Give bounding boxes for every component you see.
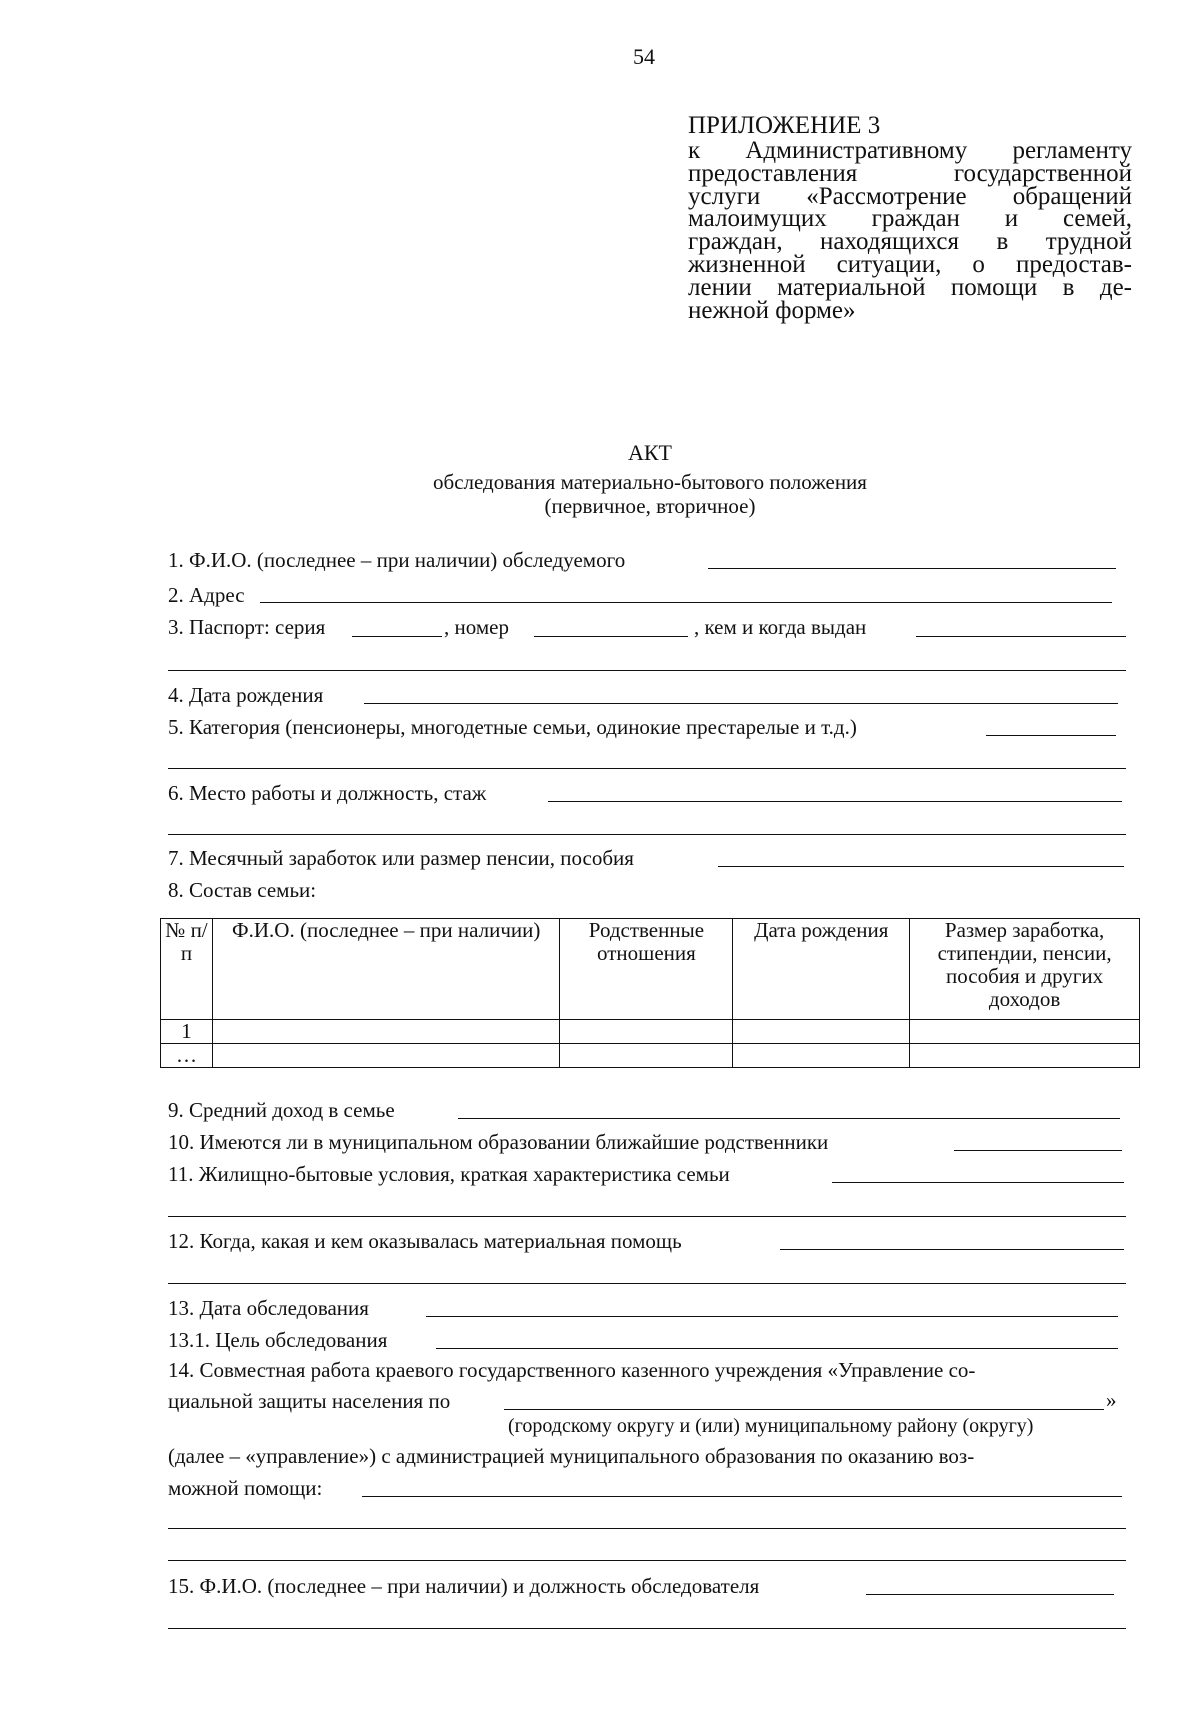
field-4-label: 4. Дата рождения	[168, 683, 324, 707]
act-subtitle: обследования материально-бытового положения	[433, 470, 867, 494]
field-13-1-blank[interactable]	[436, 1348, 1118, 1349]
table-cell[interactable]	[560, 1020, 733, 1044]
column-header-number: № п/п	[161, 919, 213, 1020]
table-cell[interactable]	[212, 1044, 560, 1068]
field-12-label: 12. Когда, какая и кем оказывалась материальная помощь	[168, 1229, 682, 1253]
field-3-number-blank[interactable]	[534, 636, 688, 637]
table-cell-number: 1	[161, 1020, 213, 1044]
appendix-line: лении материальной помощи в де-	[688, 273, 1132, 301]
column-header-name: Ф.И.О. (последнее – при наличии)	[212, 919, 560, 1020]
table-cell[interactable]	[212, 1020, 560, 1044]
field-7-blank[interactable]	[718, 866, 1124, 867]
page-number: 54	[633, 44, 655, 69]
field-14-quote: »	[1106, 1388, 1117, 1412]
field-12-blank[interactable]	[780, 1249, 1124, 1250]
table-cell[interactable]	[560, 1044, 733, 1068]
field-8-label: 8. Состав семьи:	[168, 878, 317, 902]
field-14-caption: (городскому округу и (или) муниципальному району (округу)	[508, 1415, 1034, 1437]
appendix-title: ПРИЛОЖЕНИЕ 3	[688, 112, 881, 139]
field-3-series-label: 3. Паспорт: серия	[168, 615, 326, 639]
field-2-label: 2. Адрес	[168, 583, 245, 607]
field-3-issued-blank[interactable]	[916, 636, 1126, 637]
field-3-issued-label: , кем и когда выдан	[694, 615, 867, 639]
field-6-label: 6. Место работы и должность, стаж	[168, 781, 487, 805]
table-header-row	[161, 919, 1140, 1020]
column-header-relation: Родственные отношения	[560, 919, 733, 1020]
appendix-text	[688, 137, 1132, 324]
family-table	[160, 918, 1140, 1068]
field-15-blank[interactable]	[866, 1594, 1114, 1595]
field-14-line-4: можной помощи:	[168, 1476, 323, 1500]
field-14-blank[interactable]	[362, 1496, 1122, 1497]
field-14-line-1: 14. Совместная работа краевого государственного казенного учреждения «Управление со-	[168, 1358, 976, 1382]
field-10-label: 10. Имеются ли в муниципальном образовании ближайшие родственники	[168, 1130, 829, 1154]
field-1-label: 1. Ф.И.О. (последнее – при наличии) обследуемого	[168, 548, 626, 572]
field-11-label: 11. Жилищно-бытовые условия, краткая характеристика семьи	[168, 1162, 730, 1186]
field-11-blank[interactable]	[832, 1182, 1124, 1183]
table-cell[interactable]	[733, 1044, 910, 1068]
field-13-1-label: 13.1. Цель обследования	[168, 1328, 388, 1352]
field-3-number-label: , номер	[444, 615, 509, 639]
appendix-line: к Административному регламенту	[688, 137, 1132, 164]
act-title: АКТ	[628, 440, 672, 465]
field-11-extra-blank[interactable]	[168, 1216, 1126, 1217]
field-9-label: 9. Средний доход в семье	[168, 1098, 395, 1122]
field-3-extra-blank[interactable]	[168, 670, 1126, 671]
field-14-extra-blank[interactable]	[168, 1528, 1126, 1529]
field-7-label: 7. Месячный заработок или размер пенсии, пособия	[168, 846, 634, 870]
field-15-extra-blank[interactable]	[168, 1628, 1126, 1629]
column-header-birthdate: Дата рождения	[733, 919, 910, 1020]
field-10-blank[interactable]	[954, 1150, 1122, 1151]
appendix-line: нежной форме»	[688, 296, 856, 324]
table-row	[161, 1044, 1140, 1068]
column-header-income: Размер заработка, стипендии, пенсии, пособия и других доходов	[910, 919, 1140, 1020]
table-cell[interactable]	[910, 1044, 1140, 1068]
field-13-label: 13. Дата обследования	[168, 1296, 369, 1320]
table-row	[161, 1020, 1140, 1044]
field-1-blank[interactable]	[708, 568, 1116, 569]
field-4-blank[interactable]	[364, 703, 1118, 704]
field-14-office-blank[interactable]	[504, 1409, 1104, 1410]
field-13-blank[interactable]	[426, 1316, 1118, 1317]
act-subtitle-type: (первичное, вторичное)	[544, 494, 756, 518]
field-5-extra-blank[interactable]	[168, 768, 1126, 769]
appendix-block	[688, 112, 1132, 322]
appendix-line: граждан, находящихся в трудной	[688, 228, 1132, 256]
field-6-extra-blank[interactable]	[168, 834, 1126, 835]
field-12-extra-blank[interactable]	[168, 1283, 1126, 1284]
field-14-line-2: циальной защиты населения по	[168, 1389, 451, 1413]
field-5-blank[interactable]	[986, 735, 1116, 736]
field-15-label: 15. Ф.И.О. (последнее – при наличии) и должность обследователя	[168, 1574, 760, 1598]
field-14-extra-blank-2[interactable]	[168, 1560, 1126, 1561]
appendix-line: услуги «Рассмотрение обращений	[688, 182, 1132, 210]
appendix-line: жизненной ситуации, о предостав-	[688, 250, 1132, 278]
field-5-label: 5. Категория (пенсионеры, многодетные семьи, одинокие престарелые и т.д.)	[168, 715, 857, 739]
table-cell[interactable]	[910, 1020, 1140, 1044]
field-3-series-blank[interactable]	[352, 636, 442, 637]
field-9-blank[interactable]	[458, 1118, 1120, 1119]
table-cell[interactable]	[733, 1020, 910, 1044]
appendix-line: предоставления государственной	[688, 159, 1132, 187]
field-6-blank[interactable]	[548, 801, 1122, 802]
field-2-blank[interactable]	[260, 602, 1112, 603]
appendix-line: малоимущих граждан и семей,	[688, 205, 1132, 233]
table-cell-number: …	[161, 1044, 213, 1068]
field-14-line-3: (далее – «управление») с администрацией муниципального образования по оказанию воз-	[168, 1444, 975, 1468]
